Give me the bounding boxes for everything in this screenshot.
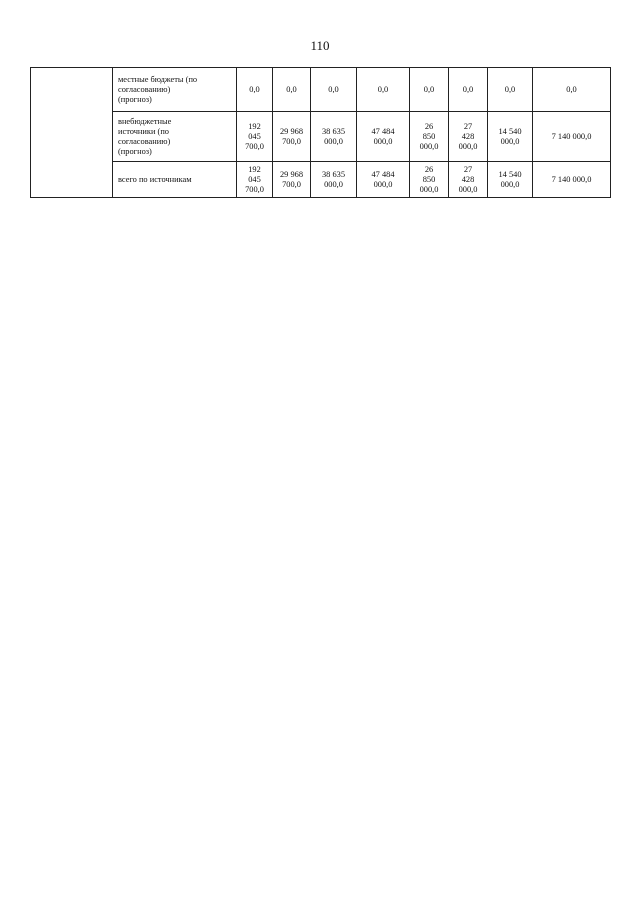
value-cell	[533, 112, 611, 162]
value-line: 700,0	[245, 141, 264, 151]
value-line: 000,0	[419, 141, 439, 151]
value-cell	[410, 112, 449, 162]
value-line: 700,0	[282, 179, 301, 189]
value-line: 850	[422, 131, 436, 141]
value-line: 7 140 000,0	[551, 174, 592, 184]
value-line: 045	[248, 174, 261, 184]
value-line: 000,0	[500, 179, 520, 189]
page-number: 110	[310, 38, 330, 53]
value-line: 428	[461, 174, 475, 184]
table-row	[31, 162, 611, 198]
table-row	[31, 68, 611, 112]
value-line: 000,0	[458, 184, 478, 194]
value-line: 000,0	[500, 136, 520, 146]
value-cell	[533, 162, 611, 198]
value-line: 0,0	[462, 84, 474, 94]
value-line: 47 484	[371, 169, 395, 179]
value-cell	[273, 112, 311, 162]
value-line: 700,0	[245, 184, 264, 194]
row-label-line: всего по источникам	[118, 174, 192, 184]
value-cell	[533, 68, 611, 112]
value-cell	[357, 68, 410, 112]
value-cell	[311, 112, 357, 162]
value-line: 26	[424, 164, 434, 174]
value-line: 27	[463, 121, 473, 131]
value-line: 000,0	[458, 141, 478, 151]
value-line: 26	[424, 121, 434, 131]
value-cell	[449, 112, 488, 162]
value-line: 850	[422, 174, 436, 184]
value-line: 7 140 000,0	[551, 131, 592, 141]
value-line: 000,0	[419, 184, 439, 194]
value-cell	[357, 112, 410, 162]
value-cell	[273, 68, 311, 112]
value-line: 000,0	[324, 136, 343, 146]
value-cell	[357, 162, 410, 198]
value-line: 0,0	[249, 84, 260, 94]
value-cell	[488, 68, 533, 112]
value-line: 27	[463, 164, 473, 174]
value-line: 0,0	[328, 84, 339, 94]
value-cell	[449, 68, 488, 112]
value-line: 0,0	[423, 84, 435, 94]
value-line: 428	[461, 131, 475, 141]
value-cell	[237, 68, 273, 112]
value-line: 38 635	[321, 126, 346, 136]
value-line: 0,0	[377, 84, 389, 94]
blank-program-cell	[31, 68, 113, 198]
value-line: 0,0	[566, 84, 577, 94]
row-label-line: согласованию)	[118, 84, 171, 94]
row-label	[113, 68, 237, 112]
row-label-line: источники (по	[118, 126, 169, 136]
value-cell	[488, 162, 533, 198]
value-line: 29 968	[279, 169, 304, 179]
row-label-line: внебюджетные	[118, 116, 172, 126]
row-label	[113, 112, 237, 162]
value-cell	[237, 162, 273, 198]
value-line: 000,0	[373, 136, 393, 146]
row-label-line: (прогноз)	[118, 94, 152, 104]
value-cell	[410, 162, 449, 198]
value-cell	[410, 68, 449, 112]
value-line: 0,0	[504, 84, 516, 94]
table-row	[31, 112, 611, 162]
value-line: 700,0	[282, 136, 301, 146]
value-line: 000,0	[324, 179, 343, 189]
value-line: 000,0	[373, 179, 393, 189]
value-line: 14 540	[498, 126, 522, 136]
value-line: 29 968	[279, 126, 304, 136]
row-label	[113, 162, 237, 198]
value-line: 47 484	[371, 126, 395, 136]
value-line: 192	[248, 121, 261, 131]
value-line: 38 635	[321, 169, 346, 179]
value-line: 0,0	[286, 84, 297, 94]
value-line: 045	[248, 131, 261, 141]
budget-table	[30, 67, 611, 198]
value-cell	[311, 162, 357, 198]
value-cell	[311, 68, 357, 112]
value-cell	[273, 162, 311, 198]
row-label-line: согласованию)	[118, 136, 171, 146]
value-cell	[237, 112, 273, 162]
value-cell	[488, 112, 533, 162]
value-line: 14 540	[498, 169, 522, 179]
value-line: 192	[248, 164, 261, 174]
row-label-line: местные бюджеты (по	[118, 74, 198, 84]
row-label-line: (прогноз)	[118, 146, 152, 156]
value-cell	[449, 162, 488, 198]
